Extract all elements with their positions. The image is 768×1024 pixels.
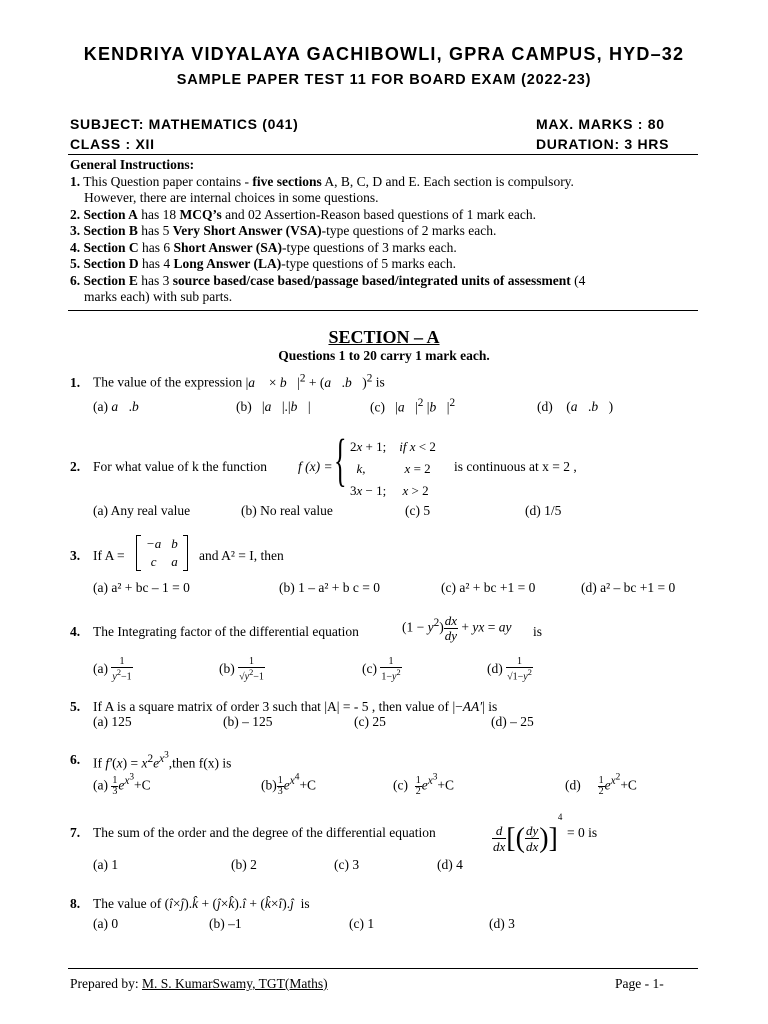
option-d: (d) (a⃗.b⃗)	[537, 399, 614, 414]
class-label: CLASS : XII	[70, 136, 155, 152]
instruction-item: 3. Section B has 5 Very Short Answer (VSA)-type questions of 2 marks each.	[70, 223, 497, 238]
option-d: (d) – 25	[491, 714, 534, 729]
equation: $(1 - y^2)$ $\frac{dx}{dy}$ + yx = ay	[402, 613, 512, 643]
author-name: M. S. KumarSwamy, TGT(Maths)	[141, 976, 328, 991]
option-b: (b) – 125	[223, 714, 273, 729]
option-c: (c) 1	[349, 916, 375, 931]
question-text: The value of (î×ĵ).k̂ + (ĵ×k̂).î + (k̂×î).ĵ is	[93, 896, 310, 911]
duration-label: DURATION: 3 HRS	[536, 136, 670, 152]
option-d: (d) 4	[437, 857, 463, 872]
general-instructions	[70, 157, 690, 306]
section-subtitle: Questions 1 to 20 carry 1 mark each.	[278, 348, 490, 363]
equation: $\frac{d}{dx}$ [( $\frac{dy}{dx}$ )]$^4$	[493, 812, 563, 855]
option-a: (a) $\frac{1}{3}$ $e^{x^3}+C$	[93, 772, 151, 797]
question-number: 6.	[70, 752, 81, 767]
school-title: KENDRIYA VIDYALAYA GACHIBOWLI, GPRA CAMPUS, HYD–32	[83, 44, 685, 64]
question-text: The value of the expression |a⃗ × $b⃗|^2$ + (a⃗.b⃗)$^2$ is	[93, 372, 385, 390]
option-b: (b) |a⃗|.|b⃗|	[236, 399, 311, 414]
option-a: (a) a⃗.b⃗	[93, 399, 150, 414]
option-c: (c) 25	[354, 714, 386, 729]
option-b: (b) $\frac{1}{√y^2-1}$	[219, 656, 264, 683]
instruction-item: marks each) with sub parts.	[84, 289, 233, 304]
option-a: (a) a² + bc – 1 = 0	[93, 580, 190, 595]
header-divider	[68, 154, 698, 155]
question-tail: and A² = I, then	[199, 548, 284, 563]
max-marks-label: MAX. MARKS : 80	[536, 116, 665, 132]
question-number: 7.	[70, 825, 81, 840]
option-d: (d) 1/5	[525, 503, 562, 518]
option-d: (d) $\frac{1}{2}$ $e^{x^2}+C$	[565, 772, 637, 797]
question-text: If A =	[93, 548, 125, 563]
option-c: (c) $\frac{1}{1-y^2}$	[362, 656, 401, 683]
question-tail: is	[533, 624, 543, 639]
question-text: If A is a square matrix of order 3 such that |A| = - 5 , then value of |−AA′| is	[93, 699, 498, 714]
question-tail: = 0 is	[567, 825, 598, 840]
instruction-item: 1. This Question paper contains - five sections A, B, C, D and E. Each section is compulsory.	[70, 173, 574, 189]
instruction-item: 2. Section A has 18 MCQ’s and 02 Assertion-Reason based questions of 1 mark each.	[70, 206, 536, 222]
option-d: (d) 3	[489, 916, 515, 931]
option-c: (c) $|a⃗|^2$ $|b⃗|^2$	[370, 397, 456, 415]
option-b: (b) 2	[231, 857, 257, 872]
option-b: (b) $\frac{1}{3}$ $e^{x^4}+C$	[261, 772, 317, 797]
question-tail: is continuous at x = 2 ,	[454, 459, 577, 474]
question-number: 1.	[70, 375, 81, 390]
question-number: 4.	[70, 624, 81, 639]
matrix-a: −a b c a	[136, 535, 188, 571]
question-text: The Integrating factor of the differential equation	[93, 624, 359, 639]
option-a: (a) 125	[93, 714, 132, 729]
question-number: 2.	[70, 459, 81, 474]
option-c: (c) 5	[405, 503, 431, 518]
option-b: (b) –1	[209, 916, 242, 931]
piecewise-cases: 2x + 1; if x < 2 k, x = 2 3x − 1; x > 2	[350, 439, 436, 498]
instruction-item: However, there are internal choices in some questions.	[84, 190, 379, 205]
question-text: For what value of k the function	[93, 459, 267, 474]
option-d: (d) a² – bc +1 = 0	[581, 580, 676, 595]
option-a: (a) 0	[93, 916, 119, 931]
instruction-item: 5. Section D has 4 Long Answer (LA)-type questions of 5 marks each.	[70, 256, 456, 271]
option-c: (c) 3	[334, 857, 360, 872]
option-a: (a) $\frac{1}{y^2-1}$	[93, 656, 132, 683]
brace-icon: {	[334, 427, 347, 492]
instruction-item: 6. Section E has 3 source based/case based/passage based/integrated units of assessment (4	[70, 272, 586, 288]
instructions-divider	[68, 310, 698, 311]
instructions-title: General Instructions:	[70, 157, 195, 172]
test-title: SAMPLE PAPER TEST 11 FOR BOARD EXAM (2022-23)	[176, 72, 592, 88]
footer-prepared-by: Prepared by: M. S. KumarSwamy, TGT(Maths)	[70, 976, 328, 991]
option-a: (a) 1	[93, 857, 119, 872]
option-d: (d) $\frac{1}{√1-y^2}$	[487, 656, 532, 683]
subject-label: SUBJECT: MATHEMATICS (041)	[70, 116, 299, 132]
page-number: Page - 1-	[615, 976, 664, 991]
function-label: f (x) =	[298, 459, 333, 474]
option-c: (c) $\frac{1}{2}$ $e^{x^3}+C$	[393, 772, 455, 797]
option-c: (c) a² + bc +1 = 0	[441, 580, 536, 595]
section-title: SECTION – A	[328, 327, 440, 347]
question-text: If $f'(x) = x^2e^{x^3},then$ f(x) is	[93, 750, 232, 771]
option-b: (b) No real value	[241, 503, 333, 518]
question-text: The sum of the order and the degree of the differential equation	[93, 825, 436, 840]
footer-divider	[68, 968, 698, 969]
option-b: (b) 1 – a² + b c = 0	[279, 580, 380, 595]
option-a: (a) Any real value	[93, 503, 191, 518]
question-number: 8.	[70, 896, 81, 911]
question-number: 3.	[70, 548, 81, 563]
question-number: 5.	[70, 699, 81, 714]
instruction-item: 4. Section C has 6 Short Answer (SA)-type questions of 3 marks each.	[70, 239, 457, 255]
